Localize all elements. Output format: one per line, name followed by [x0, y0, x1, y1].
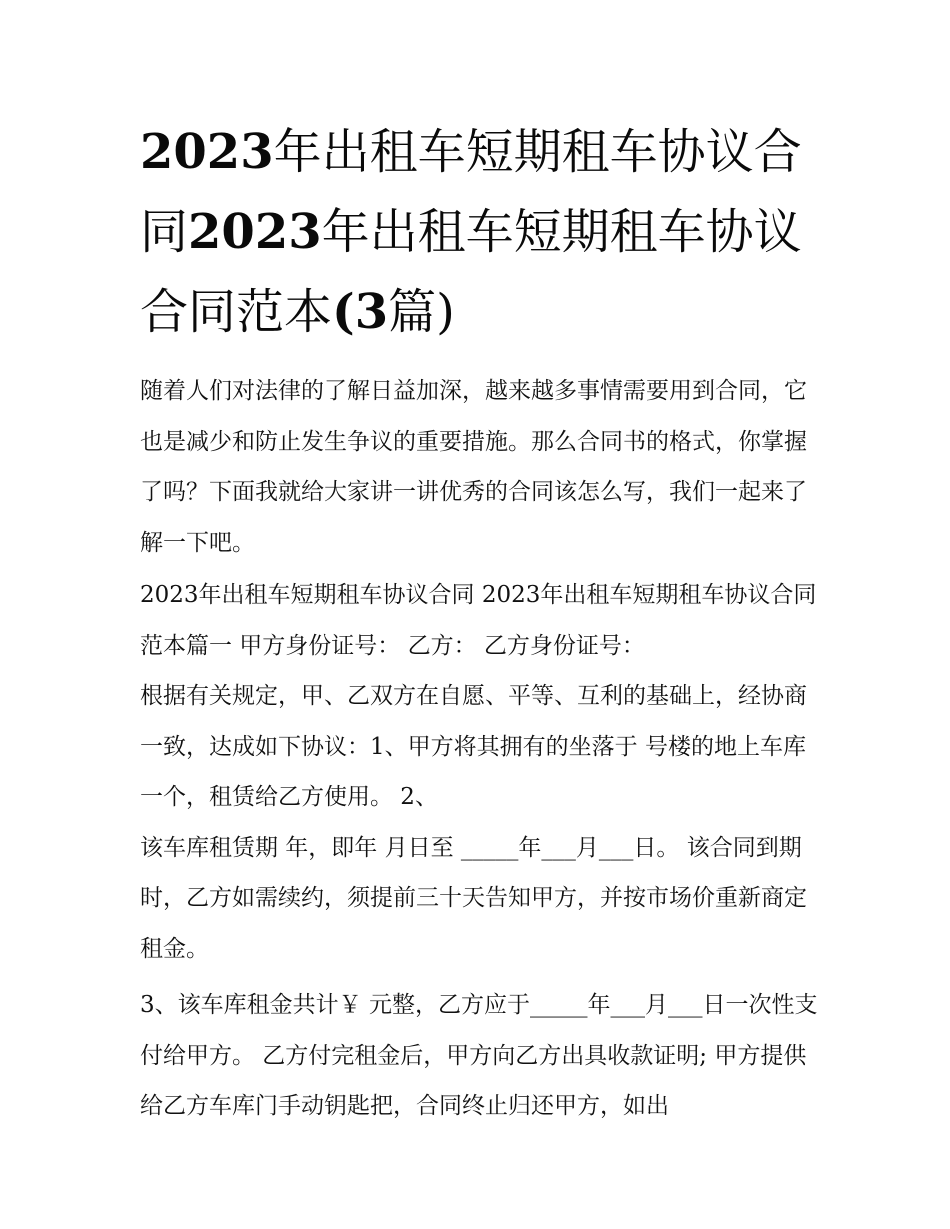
- title-text-1: 年出租车短期租车协议合同: [140, 124, 802, 260]
- paragraph-intro: 随着人们对法律的了解日益加深，越来越多事情需要用到合同，它也是减少和防止发生争议的重要措施。那么合同书的格式，你掌握了吗？下面我就给大家讲一讲优秀的合同该怎么写，我们一起来了解一下吧。: [140, 378, 807, 556]
- paragraph-clause-3: 3、该车库租金共计￥ 元整，乙方应于_____年___月___日一次性支付给甲方。 乙方付完租金后，甲方向乙方出具收款证明; 甲方提供给乙方车库门手动钥匙把，合同终止归还甲方，如出: [140, 992, 818, 1119]
- title-paren-rest: 篇): [388, 284, 455, 340]
- title-count: 3: [354, 284, 389, 340]
- document-body: [140, 366, 820, 1132]
- title-year-2: 2023: [188, 204, 322, 260]
- paragraph-clause-1: 根据有关规定，甲、乙双方在自愿、平等、互利的基础上，经协商一致，达成如下协议：1、甲方将其拥有的坐落于 号楼的地上车库一个，租赁给乙方使用。 2、: [140, 683, 807, 810]
- title-paren-open: (: [332, 284, 355, 340]
- document-title: [140, 112, 820, 352]
- title-text-2: 年出租车短期租车协议合同范本: [140, 204, 802, 340]
- paragraph-heading: 2023年出租车短期租车协议合同 2023年出租车短期租车协议合同范本篇一 甲方身份证号： 乙方： 乙方身份证号：: [140, 582, 817, 659]
- title-year-1: 2023: [140, 124, 274, 180]
- document-page: [140, 112, 820, 1132]
- paragraph-clause-2: 该车库租赁期 年，即年 月日至 _____年___月___日。 该合同到期时，乙方如需续约，须提前三十天告知甲方，并按市场价重新商定租金。: [140, 834, 807, 962]
